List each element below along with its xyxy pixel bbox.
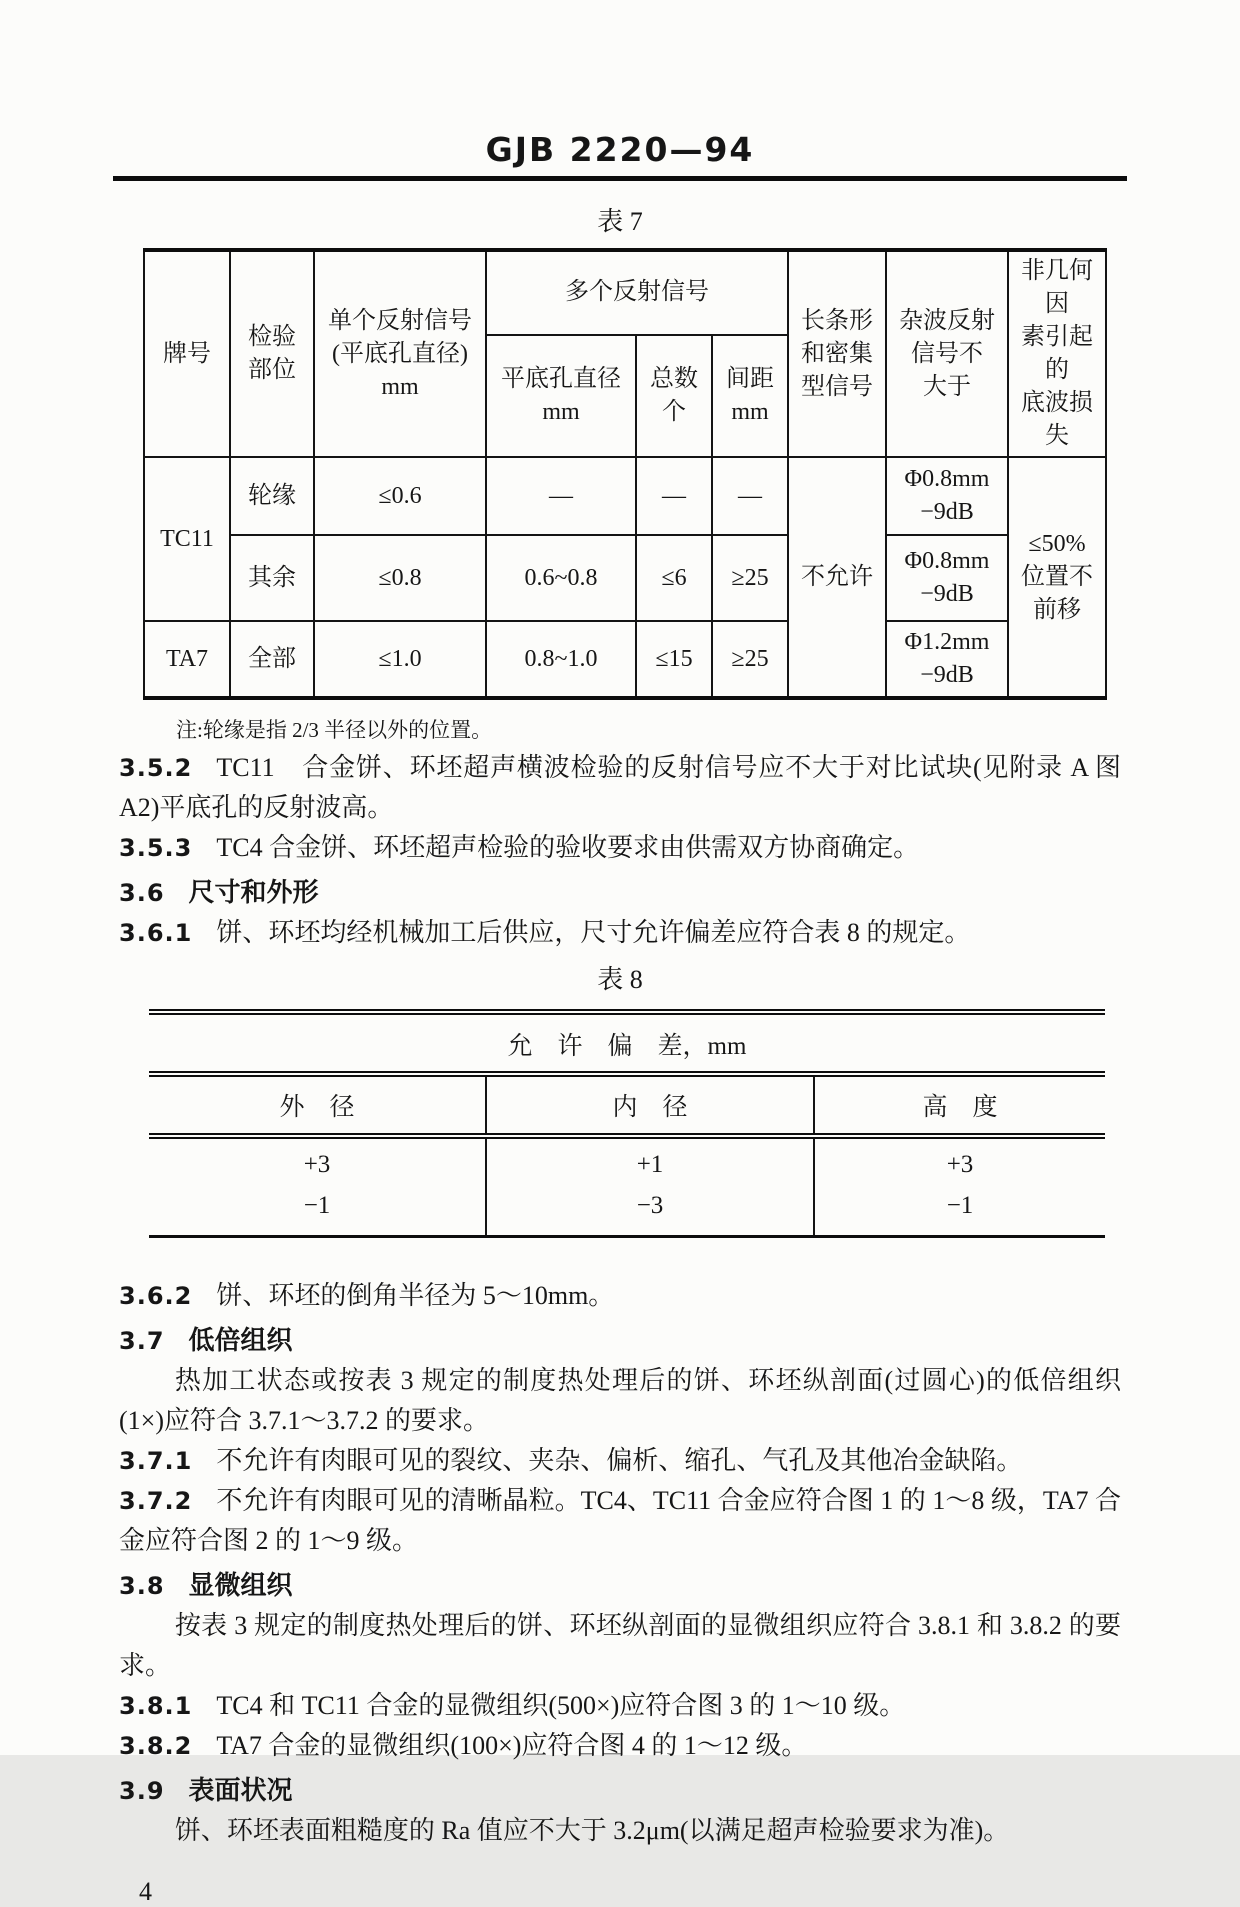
heading-title: 表面状况 — [188, 1776, 293, 1805]
clause-number: 3.6.2 — [119, 1282, 193, 1310]
clause-3-5-3 — [119, 828, 1121, 868]
table8-header-row — [149, 1077, 1105, 1139]
clause-3-8-2 — [119, 1726, 1121, 1766]
clause-3-6-1 — [119, 913, 1121, 953]
t7-cell-clutter-line: Φ1.2mm — [904, 629, 990, 655]
t7-cell-dia: 0.8~1.0 — [486, 621, 636, 698]
t8-value-minus: −3 — [636, 1192, 664, 1219]
clause-text: TC11 合金饼、环坯超声横波检验的反射信号应不大于对比试块(见附录 A 图 A2)平底孔的反射波高。 — [119, 753, 1121, 822]
t7-cell-clutter — [886, 621, 1008, 698]
t7-cell-count: — — [636, 457, 712, 535]
clause-text: 饼、环坯的倒角半径为 5～10mm。 — [216, 1281, 615, 1310]
t8-value-plus: +3 — [946, 1151, 974, 1178]
t7-col-multi-signal-group — [486, 250, 788, 335]
t7-col-multi-gap — [712, 335, 788, 457]
t7-cell-gap: — — [712, 457, 788, 535]
clause-text: TC4 合金饼、环坯超声检验的验收要求由供需双方协商确定。 — [216, 833, 920, 862]
heading-title: 尺寸和外形 — [188, 878, 319, 907]
t7-cell-position: 其余 — [230, 535, 314, 621]
t7-col-single-line: 单个反射信号 — [328, 307, 472, 334]
t7-col-clutter-line: 大于 — [923, 373, 971, 400]
t7-cell-clutter-line: −9dB — [920, 581, 974, 607]
t7-col-multi-gap-line: mm — [731, 398, 769, 425]
t7-col-multi-count-line: 总数 — [650, 365, 698, 392]
t7-cell-count: ≤15 — [636, 621, 712, 698]
t7-cell-brand: TC11 — [144, 457, 230, 621]
t7-cell-single: ≤1.0 — [314, 621, 486, 698]
table-row — [144, 621, 1106, 698]
heading-title: 显微组织 — [188, 1571, 293, 1600]
t7-cell-position: 轮缘 — [230, 457, 314, 535]
t7-col-single-line: (平底孔直径) — [332, 340, 468, 367]
table8-value-rows — [149, 1139, 1105, 1235]
heading-3-7 — [119, 1321, 1121, 1361]
t7-col-multi-dia — [486, 335, 636, 457]
t8-value-plus: +3 — [303, 1151, 331, 1178]
table7-caption: 表 7 — [597, 207, 643, 236]
t8-value-minus: −1 — [946, 1192, 974, 1219]
clause-number: 3.5.3 — [119, 834, 193, 862]
heading-3-9 — [119, 1771, 1121, 1811]
t7-cell-strip: 不允许 — [788, 457, 886, 698]
t7-col-strip-line: 和密集 — [801, 340, 873, 367]
t7-col-position-line: 检验 — [248, 324, 296, 350]
t7-cell-nongeo-line: 前移 — [1033, 596, 1081, 623]
clause-number: 3.6.1 — [119, 919, 193, 947]
table8-title: 允 许 偏 差，mm — [149, 1015, 1105, 1077]
t7-col-position — [230, 250, 314, 457]
t7-cell-gap: ≥25 — [712, 621, 788, 698]
t8-cell-outer — [149, 1139, 487, 1235]
t7-cell-count: ≤6 — [636, 535, 712, 621]
t7-col-nongeo — [1008, 250, 1106, 457]
t8-col-height: 高 度 — [922, 1094, 998, 1121]
t7-col-strip-line: 型信号 — [801, 373, 873, 400]
clause-number: 3.7.1 — [119, 1447, 193, 1475]
clause-number: 3.5.2 — [119, 754, 193, 782]
clause-number: 3.7 — [119, 1327, 165, 1355]
paragraph-3-8: 按表 3 规定的制度热处理后的饼、环坯纵剖面的显微组织应符合 3.8.1 和 3.8.2 的要求。 — [119, 1611, 1121, 1680]
clause-text: 不允许有肉眼可见的裂纹、夹杂、偏析、缩孔、气孔及其他冶金缺陷。 — [216, 1446, 1023, 1475]
header-rule — [113, 176, 1127, 181]
clause-number: 3.8 — [119, 1572, 165, 1600]
table8 — [149, 1009, 1105, 1238]
t8-col-outer-dia: 外 径 — [149, 1077, 487, 1133]
t7-col-multi-label: 多个反射信号 — [565, 279, 709, 306]
body-text — [119, 1276, 1121, 1907]
clause-3-7-1 — [119, 1441, 1121, 1481]
t7-cell-single: ≤0.6 — [314, 457, 486, 535]
table7-note: 注:轮缘是指 2/3 半径以外的位置。 — [176, 718, 493, 742]
heading-3-6 — [119, 873, 1121, 913]
page-number: 4 — [139, 1877, 152, 1906]
t8-value-minus: −1 — [303, 1192, 331, 1219]
t7-col-brand-label: 牌号 — [163, 340, 211, 367]
clause-text: TC4 和 TC11 合金的显微组织(500×)应符合图 3 的 1～10 级。 — [216, 1691, 906, 1720]
t7-col-multi-dia-line: 平底孔直径 — [501, 365, 621, 392]
t7-col-nongeo-line: 素引起的 — [1021, 324, 1093, 383]
paragraph-3-7: 热加工状态或按表 3 规定的制度热处理后的饼、环坯纵剖面(过圆心)的低倍组织(1×)应符合 3.7.1～3.7.2 的要求。 — [119, 1366, 1121, 1435]
clause-3-5-2 — [119, 748, 1121, 828]
standard-number: GJB 2220—94 — [485, 130, 755, 169]
t7-col-multi-count — [636, 335, 712, 457]
table7 — [143, 248, 1107, 700]
t7-col-single-line: mm — [381, 373, 419, 400]
clause-text: 不允许有肉眼可见的清晰晶粒。TC4、TC11 合金应符合图 1 的 1～8 级，TA7 合金应符合图 2 的 1～9 级。 — [119, 1486, 1121, 1555]
spacer — [0, 1238, 1240, 1272]
clause-number: 3.9 — [119, 1777, 165, 1805]
t7-col-position-line: 部位 — [248, 357, 296, 383]
t7-cell-clutter-line: −9dB — [920, 499, 974, 525]
clause-3-8-1 — [119, 1686, 1121, 1726]
t7-cell-position: 全部 — [230, 621, 314, 698]
t7-col-nongeo-line: 非几何因 — [1021, 258, 1093, 317]
clause-number: 3.6 — [119, 879, 165, 907]
t7-col-strip-line: 长条形 — [801, 307, 873, 334]
t7-cell-dia: — — [486, 457, 636, 535]
t7-cell-clutter-line: −9dB — [920, 662, 974, 688]
t7-col-multi-gap-line: 间距 — [726, 365, 774, 392]
t7-cell-clutter-line: Φ0.8mm — [904, 466, 990, 492]
t7-cell-single: ≤0.8 — [314, 535, 486, 621]
document-header — [0, 0, 1240, 181]
t7-col-clutter — [886, 250, 1008, 457]
t7-cell-clutter-line: Φ0.8mm — [904, 548, 990, 574]
t7-col-brand — [144, 250, 230, 457]
t8-value-plus: +1 — [636, 1151, 664, 1178]
t7-cell-dia: 0.6~0.8 — [486, 535, 636, 621]
clause-text: 饼、环坯均经机械加工后供应，尺寸允许偏差应符合表 8 的规定。 — [216, 918, 971, 947]
table8-caption: 表 8 — [597, 965, 643, 994]
table-row — [144, 535, 1106, 621]
t7-col-nongeo-line: 底波损失 — [1021, 390, 1093, 449]
body-text — [119, 748, 1121, 953]
t7-col-strip-signal — [788, 250, 886, 457]
clause-number: 3.7.2 — [119, 1487, 193, 1515]
t7-col-multi-count-line: 个 — [662, 398, 686, 425]
t7-col-single-signal — [314, 250, 486, 457]
heading-title: 低倍组织 — [188, 1326, 293, 1355]
clause-number: 3.8.2 — [119, 1732, 193, 1760]
table-row — [144, 457, 1106, 535]
t7-cell-nongeo — [1008, 457, 1106, 698]
t7-cell-nongeo-line: ≤50% — [1028, 530, 1086, 557]
paragraph-3-9: 饼、环坯表面粗糙度的 Ra 值应不大于 3.2μm(以满足超声检验要求为准)。 — [174, 1816, 1010, 1845]
t7-col-clutter-line: 杂波反射 — [899, 307, 995, 334]
t7-cell-gap: ≥25 — [712, 535, 788, 621]
t8-cell-inner — [487, 1139, 815, 1235]
t8-col-inner-dia: 内 径 — [487, 1077, 815, 1133]
clause-3-7-2 — [119, 1481, 1121, 1561]
t7-cell-nongeo-line: 位置不 — [1021, 563, 1093, 590]
t7-col-clutter-line: 信号不 — [911, 340, 983, 367]
t7-cell-brand: TA7 — [144, 621, 230, 698]
clause-3-6-2 — [119, 1276, 1121, 1316]
t7-cell-clutter — [886, 457, 1008, 535]
t7-col-multi-dia-line: mm — [542, 398, 580, 425]
t8-cell-height — [815, 1139, 1105, 1235]
t7-cell-clutter — [886, 535, 1008, 621]
clause-text: TA7 合金的显微组织(100×)应符合图 4 的 1～12 级。 — [216, 1731, 808, 1760]
heading-3-8 — [119, 1566, 1121, 1606]
clause-number: 3.8.1 — [119, 1692, 193, 1720]
